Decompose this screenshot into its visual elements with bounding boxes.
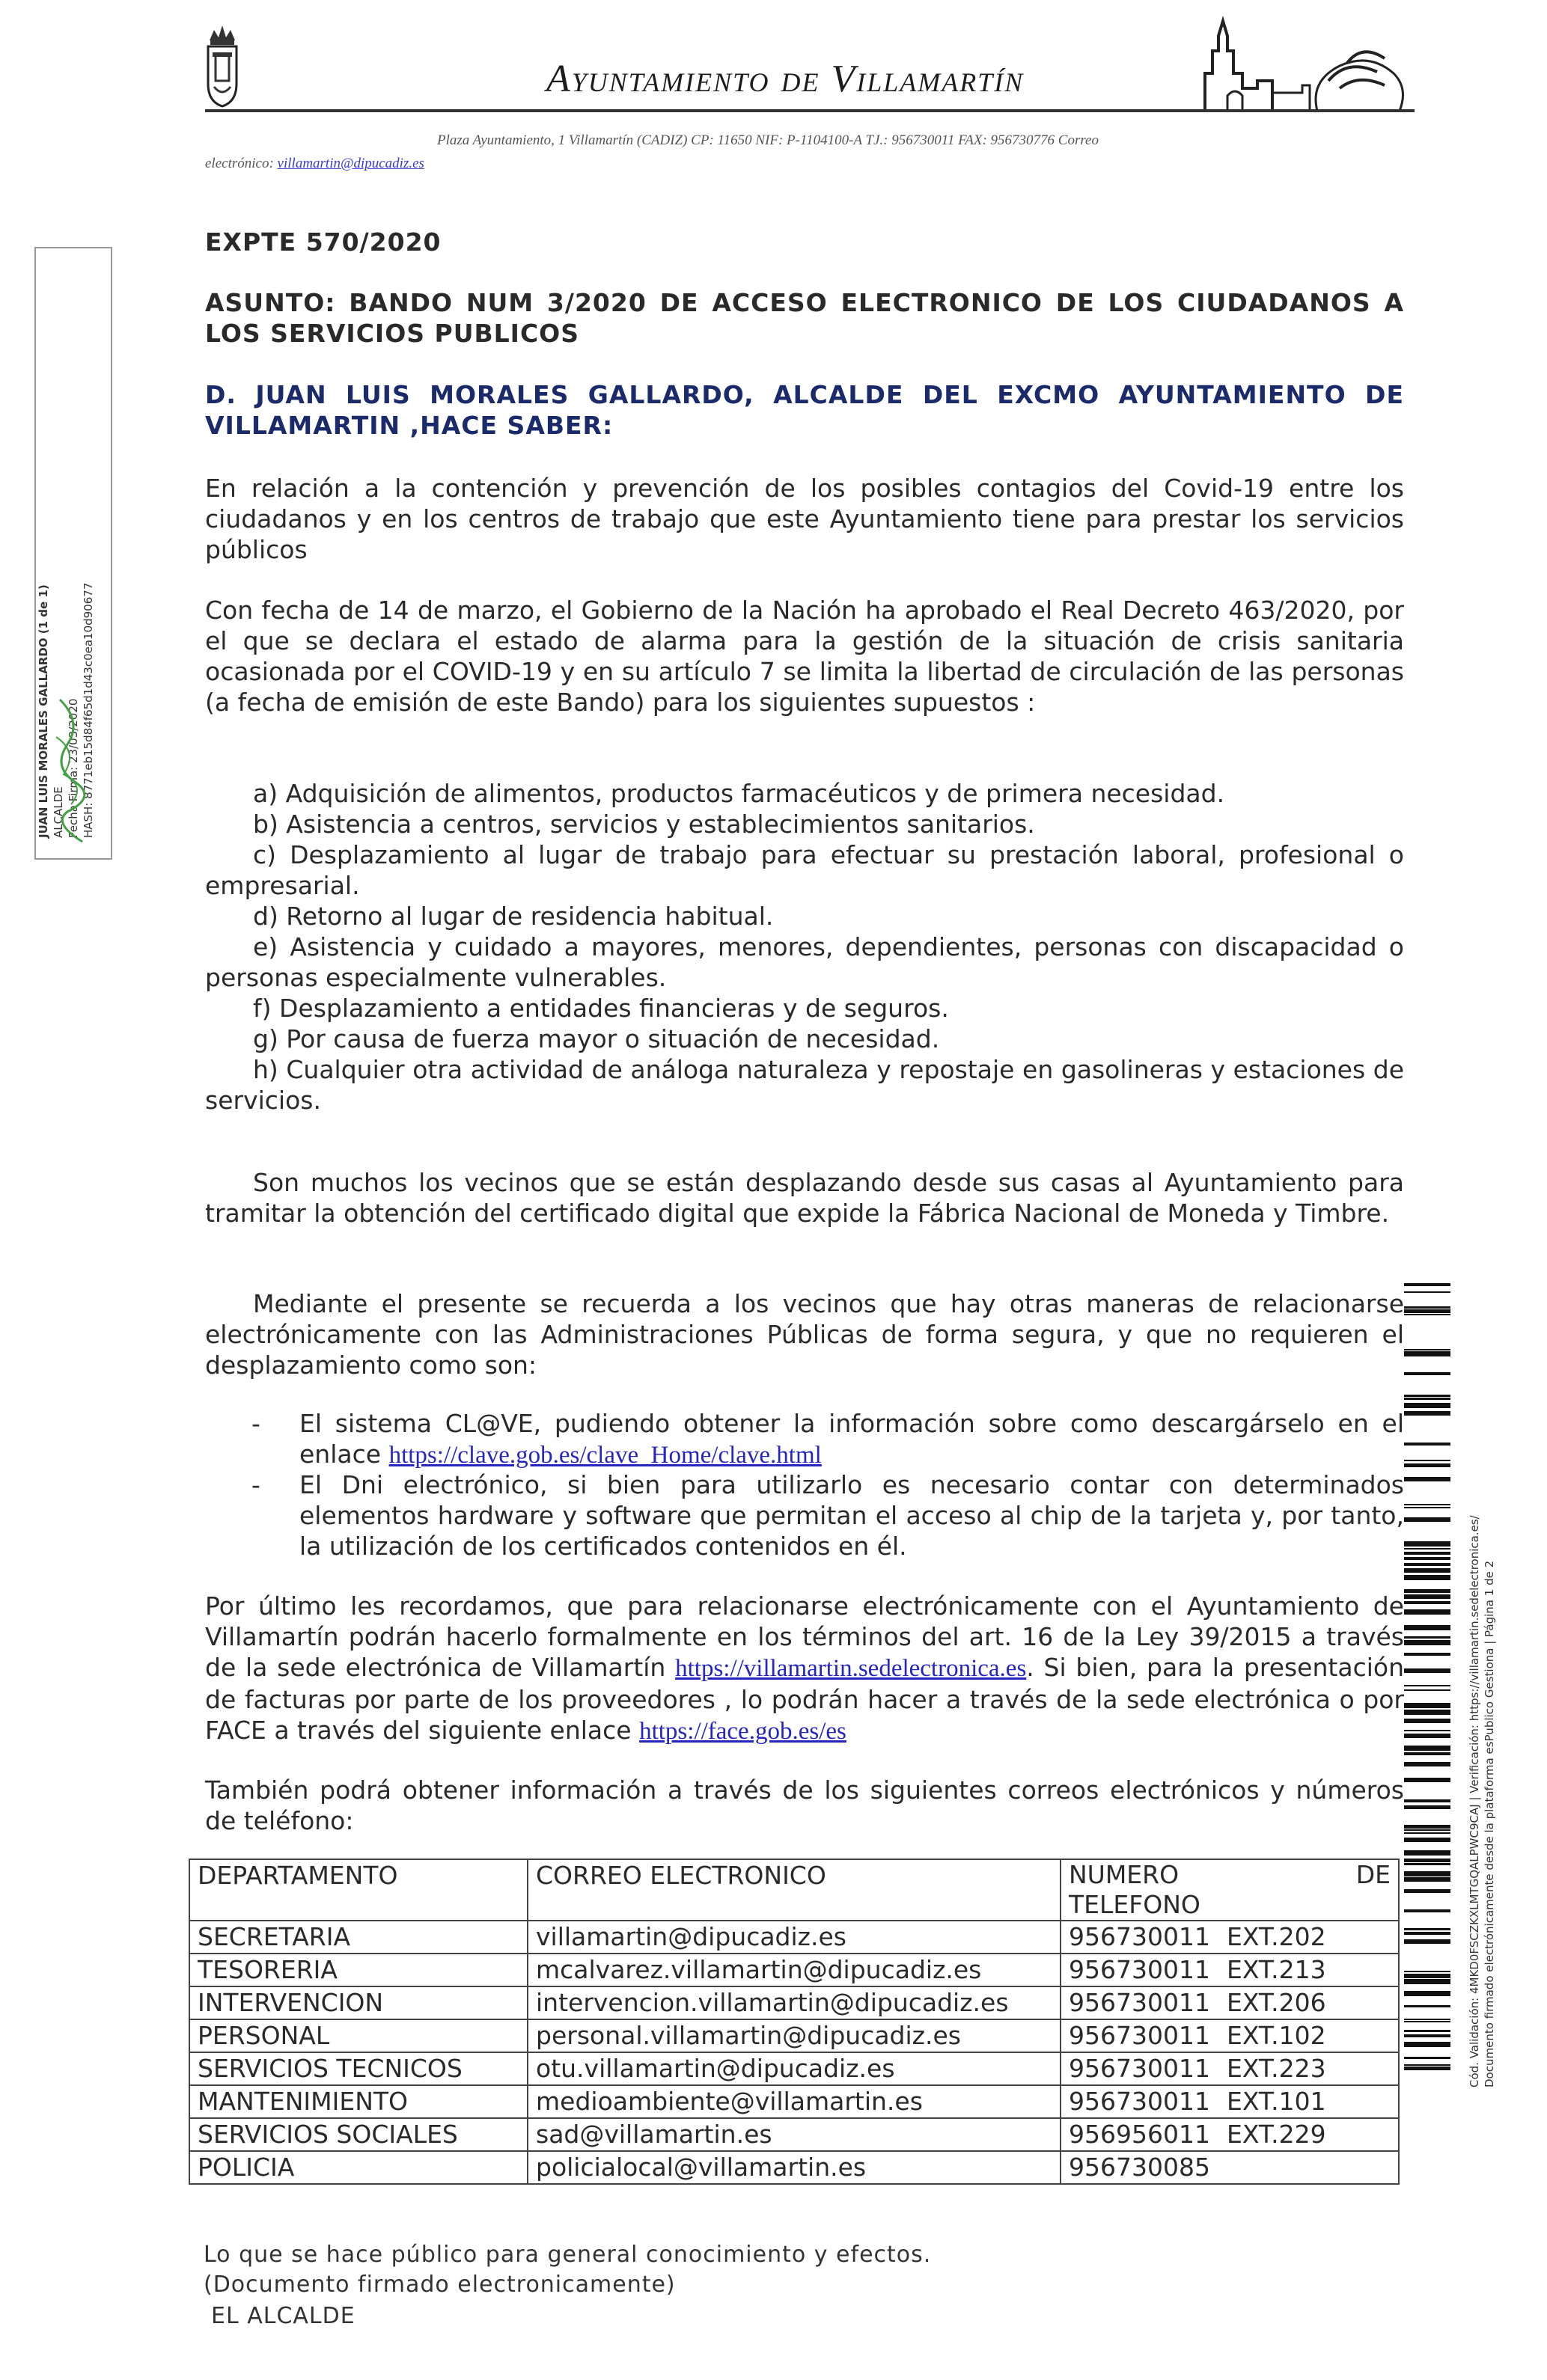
barcode-bar xyxy=(1404,1411,1450,1416)
table-row xyxy=(189,2085,1399,2118)
list-item: f) Desplazamiento a entidades financieras y de seguros. xyxy=(253,994,949,1023)
phone-cell xyxy=(1061,2085,1399,2118)
barcode-bar xyxy=(1404,1991,1450,1996)
phone-extension: EXT.101 xyxy=(1226,2087,1326,2116)
header-phone-word3: TELEFONO xyxy=(1069,1890,1200,1919)
barcode-bar xyxy=(1404,1314,1450,1315)
list-item: h) Cualquier otra actividad de análoga naturaleza y repostaje en gasolineras y estaciones de servicios. xyxy=(205,1055,1404,1115)
phone-number: 956730011 xyxy=(1069,1922,1210,1951)
barcode-bar xyxy=(1404,1719,1450,1723)
list-item: g) Por causa de fuerza mayor o situación de necesidad. xyxy=(253,1024,940,1053)
barcode-bar xyxy=(1404,1832,1450,1834)
table-row xyxy=(189,2118,1399,2151)
signature-date: Fecha Firma: 23/03/2020 xyxy=(67,698,80,838)
bullet-clave xyxy=(299,1408,1404,1471)
header-phone xyxy=(1061,1859,1399,1921)
phone-cell xyxy=(1061,1954,1399,1986)
barcode-bar xyxy=(1404,1939,1450,1944)
barcode-bar xyxy=(1404,1548,1450,1550)
bullet-dni: El Dni electrónico, si bien para utilizarlo es necesario contar con determinados elementos hardware y software que permitan el acceso al chip de la tarjeta y, por tanto, la utilización de los certificados contenidos en él. xyxy=(299,1470,1404,1561)
email-cell: mcalvarez.villamartin@dipucadiz.es xyxy=(528,1954,1061,1986)
barcode-bar xyxy=(1404,1829,1450,1831)
barcode-bar xyxy=(1404,1710,1450,1715)
header-phone-word2: DE xyxy=(1355,1860,1391,1889)
barcode-bar xyxy=(1404,1283,1450,1286)
clave-link[interactable]: https://clave.gob.es/clave_Home/clave.html xyxy=(388,1442,822,1469)
department-cell: SERVICIOS SOCIALES xyxy=(189,2118,528,2151)
paragraph-alternatives: Mediante el presente se recuerda a los vecinos que hay otras maneras de relacionarse electrónicamente con las Administraciones Públicas de forma segura, y que no requieren el desplazamiento como son: xyxy=(205,1289,1404,1380)
barcode-bar xyxy=(1404,2021,1450,2022)
table-row xyxy=(189,1986,1399,2019)
sede-text-a: Por último les recordamos, que para relacionarse electrónicamente con el Ayuntamiento de Villamartín podrán hacerlo formalmente en los términos del art. 16 de la Ley 39/2015 a través de la sede electrónica de Villamartín xyxy=(205,1591,1404,1682)
barcode-bar xyxy=(1404,2019,1450,2020)
barcode-bar xyxy=(1404,1403,1450,1408)
header-phone-word1: NUMERO xyxy=(1069,1860,1180,1889)
department-cell: SECRETARIA xyxy=(189,1921,528,1954)
barcode-bar xyxy=(1404,1805,1450,1809)
barcode-bar xyxy=(1404,1351,1450,1356)
barcode-bar xyxy=(1404,1460,1450,1461)
department-cell: SERVICIOS TECNICOS xyxy=(189,2052,528,2085)
verification-code: Cód. Validación: 4MKD0FSCZKXLMTGQALPWC9CAJ | Verificación: https://villamartin.sedelectronica.es/ xyxy=(1468,1515,1481,2087)
header-address: Plaza Ayuntamiento, 1 Villamartín (CADIZ) CP: 11650 NIF: P-1104100-A TJ.: 956730011 FAX: 956730776 Correo xyxy=(437,132,1099,148)
department-cell: PERSONAL xyxy=(189,2019,528,2052)
barcode-bar xyxy=(1404,1778,1450,1782)
email-cell: sad@villamartin.es xyxy=(528,2118,1061,2151)
phone-number: 956956011 xyxy=(1069,2120,1210,2149)
signature-scribble-icon xyxy=(45,692,105,849)
paragraph-certificate: Son muchos los vecinos que se están desplazando desde sus casas al Ayuntamiento para tramitar la obtención del certificado digital que expide la Fábrica Nacional de Moneda y Timbre. xyxy=(205,1168,1404,1228)
barcode-bar xyxy=(1404,1552,1450,1555)
barcode-bar xyxy=(1404,1395,1450,1397)
phone-extension: EXT.229 xyxy=(1226,2120,1326,2149)
barcode-bar xyxy=(1404,1398,1450,1400)
barcode-bar xyxy=(1404,1752,1450,1755)
email-cell: personal.villamartin@dipucadiz.es xyxy=(528,2019,1061,2052)
barcode-bar xyxy=(1404,1799,1450,1802)
contacts-table xyxy=(189,1859,1400,2185)
phone-number: 956730011 xyxy=(1069,2054,1210,2083)
email-cell: intervencion.villamartin@dipucadiz.es xyxy=(528,1986,1061,2019)
table-row xyxy=(189,1954,1399,1986)
header-email-line xyxy=(205,156,424,172)
barcode-bar xyxy=(1404,1601,1450,1604)
barcode-bar xyxy=(1404,1909,1450,1912)
verification-text xyxy=(1467,1264,1497,2087)
phone-number: 956730011 xyxy=(1069,2087,1210,2116)
barcode-bar xyxy=(1404,1859,1450,1862)
paragraph-intro: En relación a la contención y prevención de los posibles contagios del Covid-19 entre los ciudadanos y en los centros de trabajo que este Ayuntamiento tiene para prestar los servicios públicos xyxy=(205,474,1404,564)
barcode-bar xyxy=(1404,2042,1450,2047)
header-email: CORREO ELECTRONICO xyxy=(528,1859,1061,1921)
barcode-bar xyxy=(1404,1589,1450,1593)
barcode-bar xyxy=(1404,2030,1450,2032)
department-cell: MANTENIMIENTO xyxy=(189,2085,528,2118)
clave-text: El sistema CL@VE, pudiendo obtener la información sobre como descargárselo en el enlace xyxy=(299,1409,1404,1469)
barcode-bar xyxy=(1404,1443,1450,1446)
barcode-bar xyxy=(1404,2064,1450,2066)
organization-title: Ayuntamiento de Villamartín xyxy=(546,58,1025,100)
barcode-bar xyxy=(1404,1703,1450,1708)
barcode-bar xyxy=(1404,1889,1450,1893)
list-item: c) Desplazamiento al lugar de trabajo para efectuar su prestación laboral, profesional o empresarial. xyxy=(205,840,1404,900)
phone-cell xyxy=(1061,2118,1399,2151)
phone-extension: EXT.206 xyxy=(1226,1988,1326,2017)
barcode-bar xyxy=(1404,1689,1450,1691)
phone-number: 956730011 xyxy=(1069,1955,1210,1984)
barcode-bar xyxy=(1404,1517,1450,1522)
email-cell: policialocal@villamartin.es xyxy=(528,2151,1061,2184)
barcode-bar xyxy=(1404,1557,1450,1560)
barcode-bar xyxy=(1404,1541,1450,1547)
barcode-bar xyxy=(1404,2057,1450,2059)
barcode-bar xyxy=(1404,1568,1450,1573)
signer-name: JUAN LUIS MORALES GALLARDO (1 de 1) xyxy=(37,584,50,838)
header-department: DEPARTAMENTO xyxy=(189,1859,528,1921)
closing-statement: Lo que se hace público para general conocimiento y efectos. xyxy=(204,2242,932,2268)
barcode-bar xyxy=(1404,1825,1450,1829)
barcode-bar xyxy=(1404,1734,1450,1738)
barcode-bar xyxy=(1404,1463,1450,1467)
face-link[interactable]: https://face.gob.es/es xyxy=(639,1718,846,1745)
phone-number: 956730011 xyxy=(1069,2021,1210,2050)
barcode-bar xyxy=(1404,1974,1450,1978)
table-row xyxy=(189,2151,1399,2184)
barcode-bar xyxy=(1404,1507,1450,1508)
paragraph-decree: Con fecha de 14 de marzo, el Gobierno de la Nación ha aprobado el Real Decreto 463/2020, por el que se declara el estado de alarma para la gestión de la situación de crisis sanitaria ocasionada por el COVID-19 y en su artículo 7 se limita la libertad de circulación de las personas (a fecha de emisión de este Bando) para los siguientes supuestos : xyxy=(205,596,1404,717)
verification-platform: Documento firmado electrónicamente desde la plataforma esPublico Gestiona | Página 1 de 2 xyxy=(1483,1560,1496,2087)
barcode-bar xyxy=(1404,1372,1450,1375)
barcode-bar xyxy=(1404,1306,1450,1309)
email-cell: villamartin@dipucadiz.es xyxy=(528,1921,1061,1954)
phone-cell xyxy=(1061,2019,1399,2052)
department-cell: TESORERIA xyxy=(189,1954,528,1986)
phone-extension: EXT.213 xyxy=(1226,1955,1326,1984)
barcode-bar xyxy=(1404,1309,1450,1313)
header-email-link[interactable]: villamartin@dipucadiz.es xyxy=(277,156,424,171)
closing-signer: EL ALCALDE xyxy=(211,2303,356,2329)
header-divider xyxy=(205,109,1415,112)
barcode-bar xyxy=(1404,1653,1450,1656)
table-header-row xyxy=(189,1859,1399,1921)
signer-role: ALCALDE xyxy=(52,786,65,838)
phone-cell xyxy=(1061,1986,1399,2019)
signature-hash: HASH: 8771eb15d84f65d1d43c0ea10d90677 xyxy=(82,582,95,838)
expediente-number: EXPTE 570/2020 xyxy=(205,227,442,257)
barcode-bar xyxy=(1404,1575,1450,1580)
phone-number: 956730011 xyxy=(1069,1988,1210,2017)
paragraph-contacts: También podrá obtener información a través de los siguientes correos electrónicos y números de teléfono: xyxy=(205,1775,1404,1835)
department-cell: INTERVENCION xyxy=(189,1986,528,2019)
email-label: electrónico: xyxy=(205,156,274,171)
barcode-bar xyxy=(1404,1668,1450,1673)
barcode-bar xyxy=(1404,1971,1450,1972)
barcode-bar xyxy=(1404,1979,1450,1984)
table-row xyxy=(189,2052,1399,2085)
bullet-dash: - xyxy=(251,1470,260,1499)
sede-link[interactable]: https://villamartin.sedelectronica.es xyxy=(675,1655,1027,1682)
paragraph-sede xyxy=(205,1591,1404,1747)
sede-text-b: . Si bien, para la presentación de facturas por parte de los proveedores , lo podrán hacer a través de la sede electrónica o por FACE a través del siguiente enlace xyxy=(205,1653,1404,1745)
barcode-bar xyxy=(1404,1563,1450,1566)
barcode-bar xyxy=(1404,2034,1450,2037)
barcode-bar xyxy=(1404,1594,1450,1599)
barcode-bar xyxy=(1404,1762,1450,1766)
barcode-bar xyxy=(1404,1636,1450,1639)
email-cell: medioambiente@villamartin.es xyxy=(528,2085,1061,2118)
barcode-bar xyxy=(1404,2005,1450,2007)
phone-number: 956730085 xyxy=(1069,2153,1210,2182)
barcode-bar xyxy=(1404,2067,1450,2070)
closing-note: (Documento firmado electronicamente) xyxy=(204,2272,676,2298)
bullet-dash: - xyxy=(251,1409,260,1438)
mayor-heading: D. JUAN LUIS MORALES GALLARDO, ALCALDE DEL EXCMO AYUNTAMIENTO DE VILLAMARTIN ,HACE SABER: xyxy=(205,380,1404,440)
barcode-bar xyxy=(1404,1609,1450,1615)
barcode-bar xyxy=(1404,1640,1450,1645)
department-cell: POLICIA xyxy=(189,2151,528,2184)
phone-cell xyxy=(1061,1921,1399,1954)
list-item: e) Asistencia y cuidado a mayores, menores, dependientes, personas con discapacidad o personas especialmente vulnerables. xyxy=(205,932,1404,992)
barcode-bar xyxy=(1404,1349,1450,1350)
barcode-bar xyxy=(1404,1932,1450,1935)
table-row xyxy=(189,2019,1399,2052)
barcode-bar xyxy=(1404,1838,1450,1842)
barcode-bar xyxy=(1404,1850,1450,1856)
subject-heading: ASUNTO: BANDO NUM 3/2020 DE ACCESO ELECTRONICO DE LOS CIUDADANOS A LOS SERVICIOS PUBLICOS xyxy=(205,288,1404,348)
list-item: d) Retorno al lugar de residencia habitual. xyxy=(253,902,774,931)
email-cell: otu.villamartin@dipucadiz.es xyxy=(528,2052,1061,2085)
barcode-bar xyxy=(1404,1746,1450,1751)
coat-of-arms-icon xyxy=(204,19,241,109)
phone-extension: EXT.202 xyxy=(1226,1922,1326,1951)
list-item: b) Asistencia a centros, servicios y establecimientos sanitarios. xyxy=(253,810,1035,839)
barcode-icon xyxy=(1404,1283,1450,2080)
barcode-bar xyxy=(1404,1685,1450,1686)
phone-cell xyxy=(1061,2052,1399,2085)
barcode-bar xyxy=(1404,1730,1450,1731)
barcode-bar xyxy=(1404,1928,1450,1930)
table-row xyxy=(189,1921,1399,1954)
phone-extension: EXT.102 xyxy=(1226,2021,1326,2050)
phone-extension: EXT.223 xyxy=(1226,2054,1326,2083)
barcode-bar xyxy=(1404,1871,1450,1876)
barcode-bar xyxy=(1404,1625,1450,1630)
barcode-bar xyxy=(1404,1504,1450,1505)
barcode-bar xyxy=(1404,1877,1450,1882)
barcode-bar xyxy=(1404,1863,1450,1865)
list-item: a) Adquisición de alimentos, productos farmacéuticos y de primera necesidad. xyxy=(253,779,1225,808)
barcode-bar xyxy=(1404,1291,1450,1293)
phone-cell xyxy=(1061,2151,1399,2184)
town-silhouette-icon xyxy=(1197,13,1415,112)
barcode-bar xyxy=(1404,1477,1450,1481)
